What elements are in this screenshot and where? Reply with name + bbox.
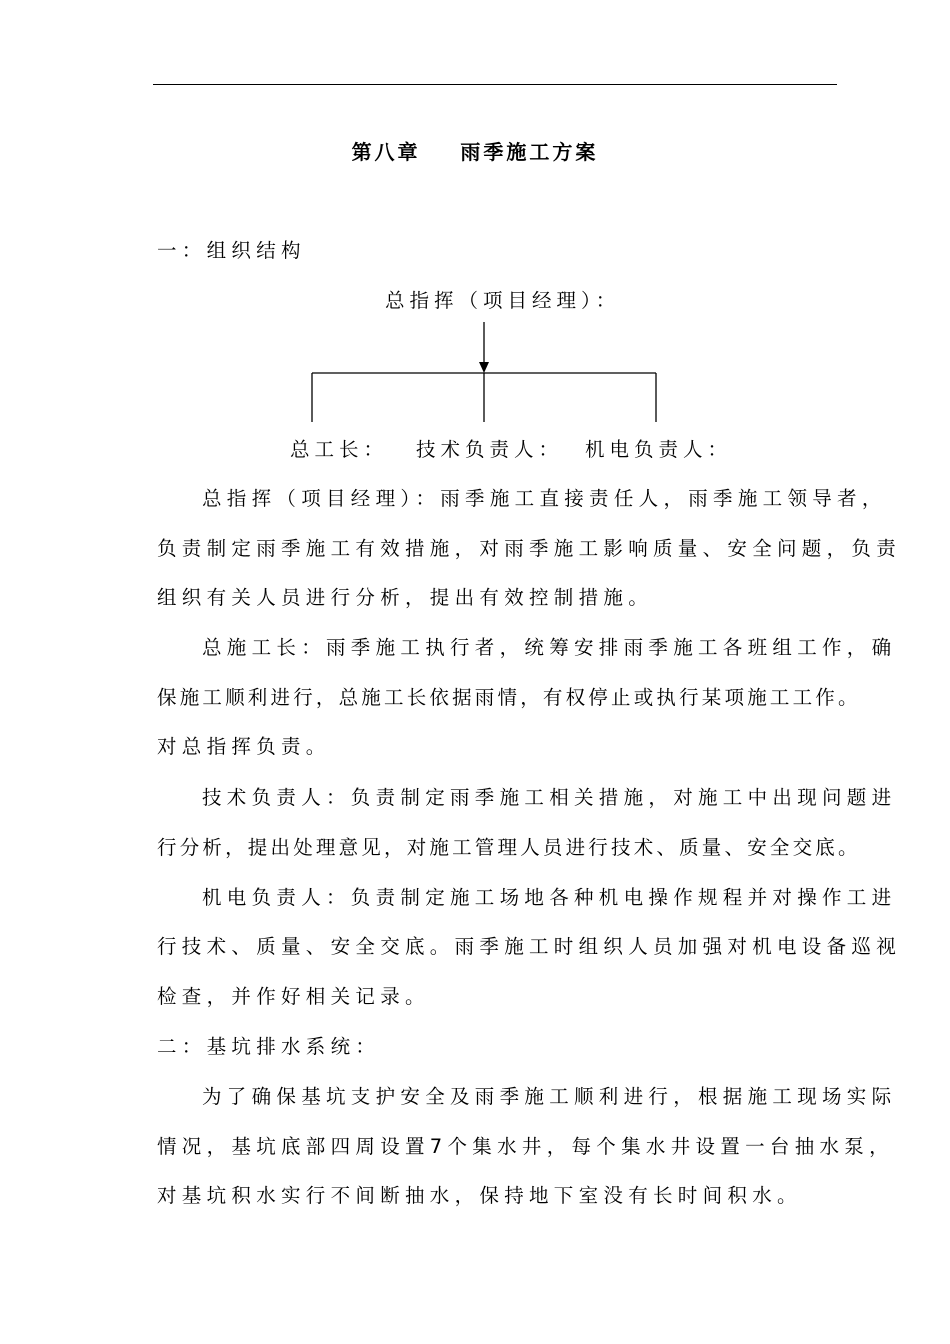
org-chart-children — [290, 438, 732, 462]
paragraph-line: 技术负责人：负责制定雨季施工相关措施，对施工中出现问题进 — [202, 786, 897, 809]
paragraph-line: 对总指挥负责。 — [157, 735, 331, 758]
paragraph-line: 总施工长：雨季施工执行者，统筹安排雨季施工各班组工作，确 — [202, 636, 897, 659]
org-chart-root: 总指挥（项目经理）： — [385, 289, 621, 312]
paragraph-line: 情况，基坑底部四周设置7个集水井，每个集水井设置一台抽水泵， — [157, 1135, 894, 1158]
section-heading-drainage: 二：基坑排水系统： — [157, 1035, 381, 1058]
header-rule — [153, 84, 837, 85]
org-node-technical-lead: 技术负责人： — [416, 438, 564, 461]
org-node-mechanical-electrical-lead: 机电负责人： — [585, 438, 733, 461]
paragraph-line: 行技术、质量、安全交底。雨季施工时组织人员加强对机电设备巡视 — [157, 935, 902, 958]
org-chart-connectors — [300, 320, 680, 430]
paragraph-line: 检查，并作好相关记录。 — [157, 985, 430, 1008]
paragraph-line: 对基坑积水实行不间断抽水，保持地下室没有长时间积水。 — [157, 1184, 802, 1207]
paragraph-line: 行分析，提出处理意见，对施工管理人员进行技术、质量、安全交底。 — [157, 836, 861, 859]
paragraph-line: 负责制定雨季施工有效措施，对雨季施工影响质量、安全问题，负责 — [157, 537, 902, 560]
paragraph-line: 为了确保基坑支护安全及雨季施工顺利进行，根据施工现场实际 — [202, 1085, 897, 1108]
chapter-title: 第八章 雨季施工方案 — [351, 140, 599, 164]
org-chart-arrowhead — [479, 362, 489, 373]
paragraph-line: 保施工顺利进行，总施工长依据雨情，有权停止或执行某项施工工作。 — [157, 686, 861, 709]
section-heading-organization: 一：组织结构 — [157, 239, 306, 262]
paragraph-line: 总指挥（项目经理）：雨季施工直接责任人，雨季施工领导者， — [202, 487, 887, 510]
paragraph-line: 组织有关人员进行分析，提出有效控制措施。 — [157, 586, 654, 609]
org-node-chief-foreman: 总工长： — [290, 438, 389, 461]
paragraph-line: 机电负责人：负责制定施工场地各种机电操作规程并对操作工进 — [202, 886, 897, 909]
